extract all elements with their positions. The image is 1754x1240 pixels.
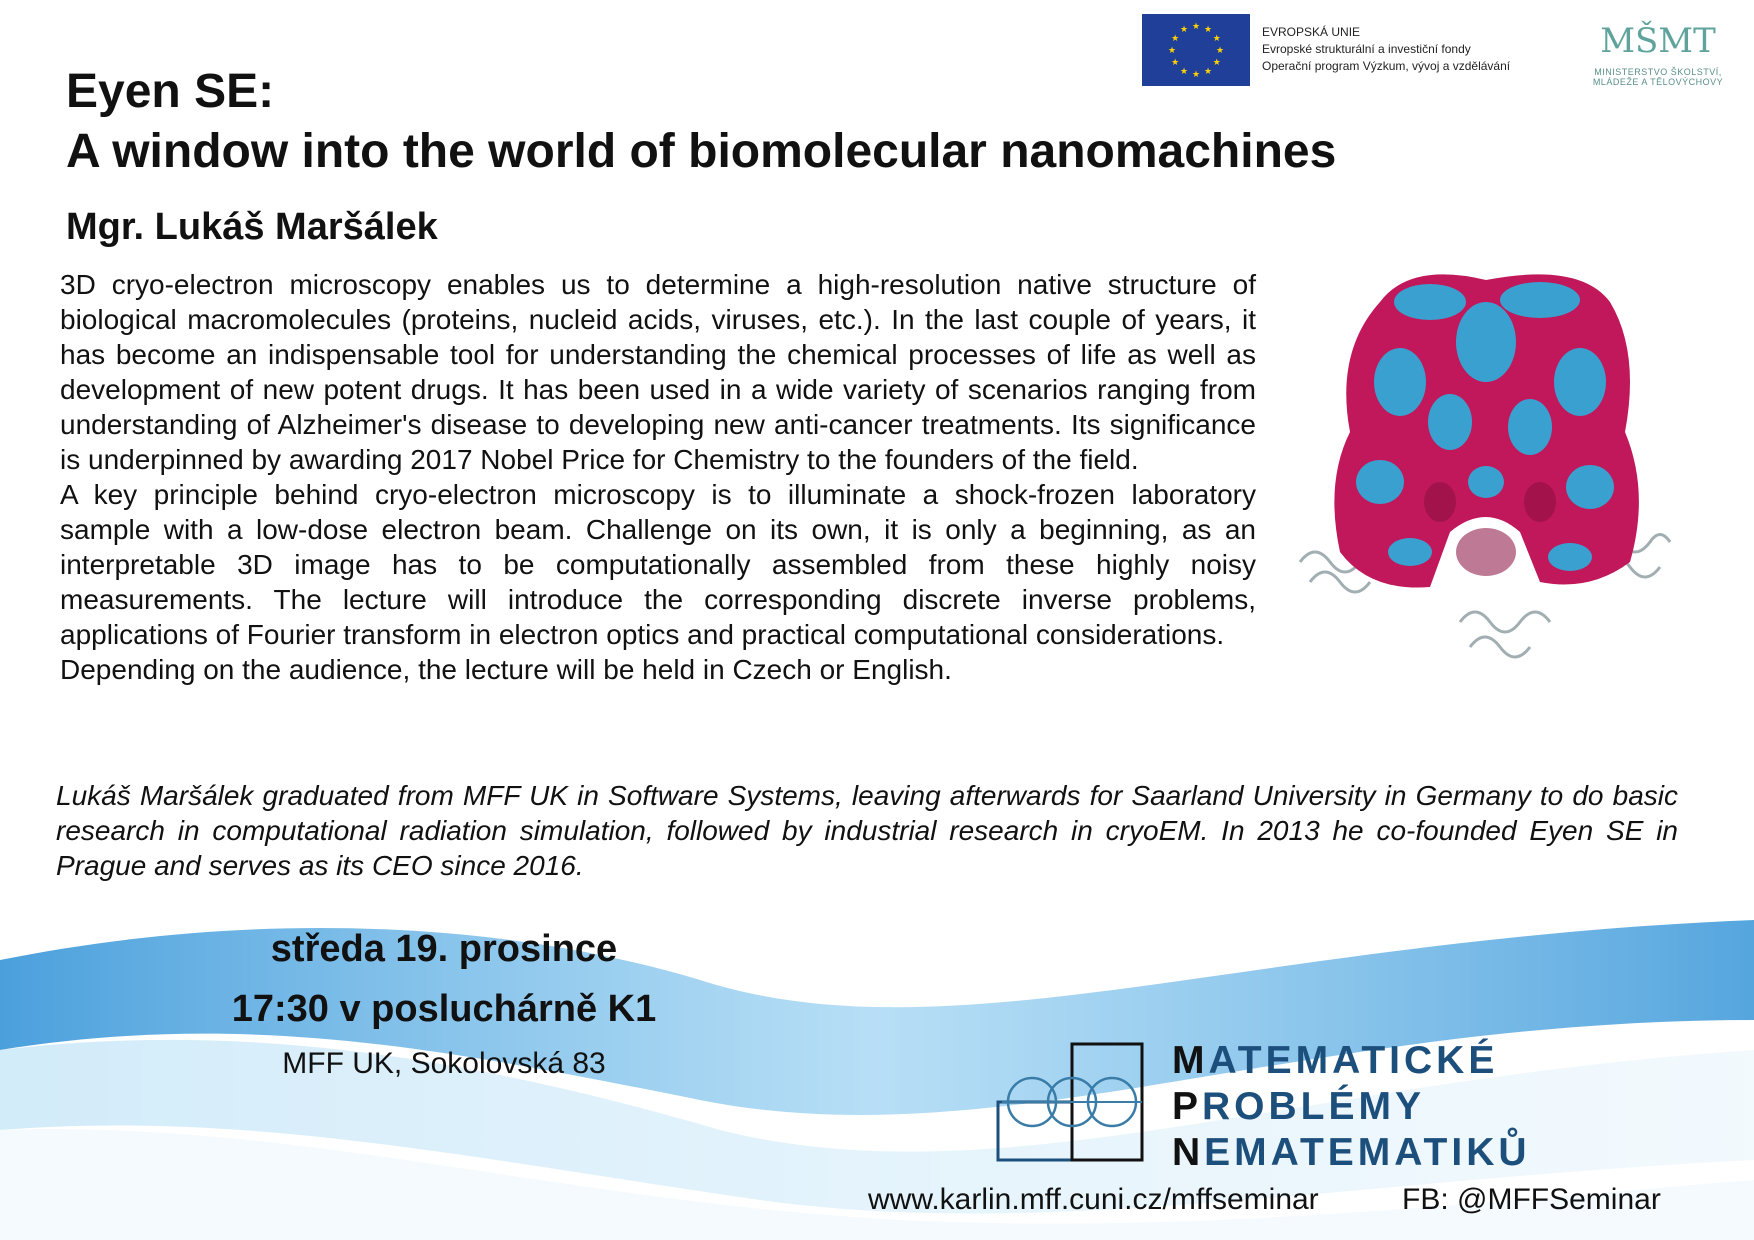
msmt-caption-1: MINISTERSTVO ŠKOLSTVÍ, [1594, 67, 1722, 77]
eu-star-icon: ★ [1203, 66, 1213, 77]
speaker-bio: Lukáš Maršálek graduated from MFF UK in Software Systems, leaving afterwards for Saarland University in Germany to do basic research in computational radiation simulation, followed by industrial research in cryoEM. In 2013 he co-founded Eyen SE in Prague and serves as its CEO since 2016. [56, 780, 1678, 881]
abstract-paragraph-1: 3D cryo-electron microscopy enables us to determine a high-resolution native structure of biological macromolecules (proteins, nucleid acids, viruses, etc.). In the last couple of years, it has become an indispensable tool for understanding the chemical processes of life as well as development of new potent drugs. It has been used in a wide variety of scenarios ranging from understanding of Alzheimer's disease to developing new anti-cancer treatments. Its significance is underpinned by awarding 2017 Nobel Price for Chemistry to the founders of the field. [60, 269, 1256, 475]
eu-star-icon: ★ [1191, 22, 1201, 32]
eu-star-icon: ★ [1167, 46, 1177, 56]
eu-line-3: Operační program Výzkum, vývoj a vzdělávání [1262, 59, 1511, 73]
eu-star-icon: ★ [1215, 46, 1225, 56]
eu-star-icon: ★ [1191, 70, 1201, 80]
speaker-name: Mgr. Lukáš Maršálek [66, 206, 438, 248]
seminar-website-link[interactable]: www.karlin.mff.cuni.cz/mffseminar [868, 1183, 1319, 1216]
eu-star-icon: ★ [1179, 66, 1189, 77]
event-place: MFF UK, Sokolovská 83 [282, 1047, 606, 1080]
eu-funding-text [1262, 24, 1510, 75]
event-time-room: 17:30 v posluchárně K1 [231, 988, 657, 1030]
eu-line-2: Evropské strukturální a investiční fondy [1262, 42, 1471, 56]
logo-line-nematematiku: NEMATEMATIKŮ [1172, 1131, 1531, 1174]
msmt-logo [1588, 14, 1728, 88]
eu-star-icon: ★ [1179, 25, 1189, 36]
abstract-paragraph-2: A key principle behind cryo-electron microscopy is to illuminate a shock-frozen laboratory sample with a low-dose electron beam. Challenge on its own, it is only a beginning, as an interpretable 3D image has to be computationally assembled from these highly noisy measurements. The lecture will introduce the corresponding discrete inverse problems, applications of Fourier transform in electron optics and practical computational considerations. [60, 479, 1256, 650]
title-line-2: A window into the world of biomolecular nanomachines [66, 125, 1337, 178]
eu-star-icon: ★ [1212, 34, 1221, 44]
msmt-caption-2: MLÁDEŽE A TĚLOVÝCHOVY [1592, 77, 1724, 87]
abstract-paragraph-3: Depending on the audience, the lecture will be held in Czech or English. [60, 654, 952, 685]
eu-flag-logo [1142, 14, 1250, 86]
eu-line-1: EVROPSKÁ UNIE [1262, 25, 1361, 39]
event-date: středa 19. prosince [270, 928, 618, 970]
eu-star-icon: ★ [1171, 34, 1180, 44]
eu-star-icon: ★ [1212, 58, 1221, 68]
mpn-logo-graphic [998, 1042, 1146, 1162]
eu-star-icon: ★ [1203, 25, 1213, 36]
msmt-mark-icon [1600, 14, 1716, 62]
abstract [60, 267, 1256, 687]
logo-line-matematicke: MATEMATICKÉ [1172, 1039, 1499, 1082]
msmt-mark-text: MŠMT [1600, 21, 1716, 61]
eu-star-icon: ★ [1171, 58, 1180, 68]
facebook-handle: FB: @MFFSeminar [1402, 1183, 1661, 1216]
cryoem-molecule-image [1290, 262, 1682, 674]
title-line-1: Eyen SE: [66, 65, 275, 118]
logo-line-problemy: PROBLÉMY [1172, 1085, 1426, 1128]
